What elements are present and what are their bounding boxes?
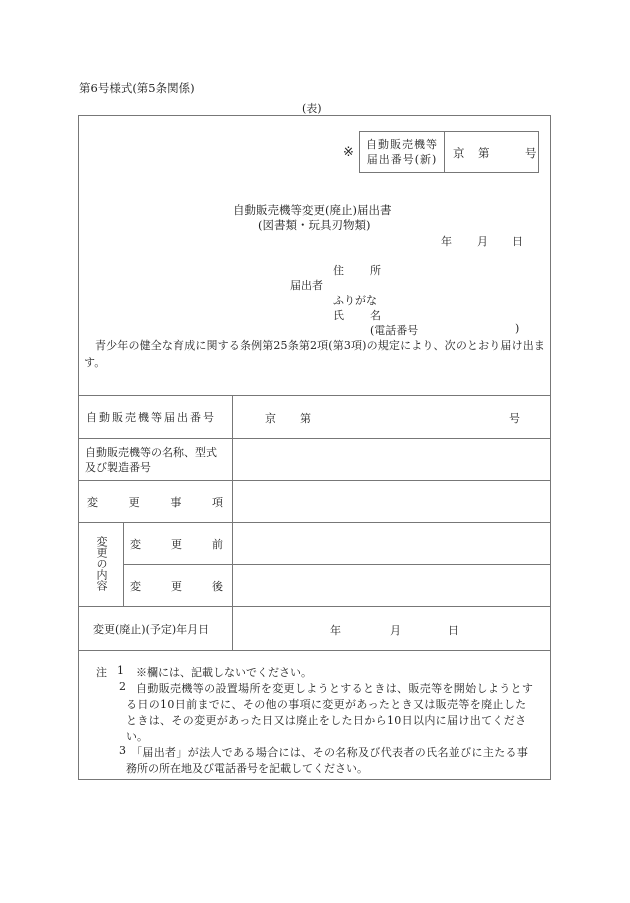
document-subtitle: (図書類・玩具刃物類): [258, 218, 371, 232]
reg-number-label: 自動販売機等届出番号: [86, 411, 216, 424]
details-table: [78, 395, 551, 651]
phone-label: (電話番号: [370, 324, 419, 337]
notes-prefix: 注: [96, 666, 107, 679]
reg-number-field[interactable]: [233, 396, 551, 439]
note-text: 自動販売機等の設置場所を変更しようとするときは、販売等を開始しようとす: [136, 682, 534, 695]
form-id: 第6号様式(第5条関係): [79, 81, 195, 95]
before-label-char: 前: [212, 537, 223, 551]
table-row: [79, 607, 551, 651]
change-item-field[interactable]: [233, 481, 551, 523]
official-number-prefix: 京: [453, 146, 465, 160]
applicant-label: 届出者: [290, 279, 323, 292]
change-date-label: 変更(廃止)(予定)年月日: [79, 607, 233, 651]
address-label-1: 住: [333, 264, 344, 277]
change-item-char: 変: [87, 495, 98, 509]
table-row: [79, 523, 551, 565]
official-number-field[interactable]: [445, 132, 538, 172]
official-number-label-line1: 自動販売機等: [366, 138, 438, 151]
table-row: [79, 439, 551, 481]
note-number: 3: [119, 744, 126, 757]
note-number: 2: [119, 680, 126, 693]
after-label-char: 変: [130, 579, 141, 593]
reg-number-label-cell: [79, 396, 233, 439]
name-model-label: 自動販売機等の名称、型式及び製造番号: [79, 439, 233, 481]
change-item-char: 事: [170, 495, 182, 509]
table-row: [79, 396, 551, 439]
official-number-box: [359, 131, 539, 173]
phone-close: ): [515, 322, 520, 335]
side-label: (表): [302, 102, 322, 115]
note-text: 務所の所在地及び電話番号を記載してください。: [126, 762, 368, 775]
notes-section: [78, 650, 551, 780]
submission-day: 日: [512, 235, 523, 248]
change-date-field[interactable]: [233, 607, 551, 651]
after-label-char: 後: [212, 579, 223, 593]
change-date-month: 月: [390, 624, 401, 637]
before-label-char: 更: [171, 537, 182, 551]
table-row: [79, 481, 551, 523]
name-model-field[interactable]: [233, 439, 551, 481]
change-date-day: 日: [448, 624, 459, 637]
change-item-label-cell: [79, 481, 233, 523]
note-text: ※欄には、記載しないでください。: [136, 666, 312, 679]
change-date-year: 年: [330, 624, 341, 637]
change-item-char: 更: [128, 495, 140, 509]
before-label-char: 変: [130, 537, 141, 551]
submission-year: 年: [441, 235, 452, 248]
table-row: [79, 565, 551, 607]
after-label-char: 更: [171, 579, 182, 593]
submission-month: 月: [477, 235, 488, 248]
official-number-go: 号: [525, 146, 537, 160]
name-label-1: 氏: [333, 309, 344, 322]
reg-number-prefix: 京: [265, 412, 276, 425]
note-text: い。: [126, 730, 148, 743]
change-content-label-cell: [79, 523, 124, 607]
after-field[interactable]: [233, 565, 551, 607]
official-number-dai: 第: [478, 146, 490, 160]
name-label-2: 名: [370, 309, 381, 322]
reg-number-go: 号: [509, 412, 520, 425]
official-use-mark: ※: [343, 145, 354, 160]
reg-number-dai: 第: [300, 412, 311, 425]
official-number-label: [360, 132, 445, 172]
official-number-label-line2: 届出番号(新): [366, 153, 438, 166]
change-item-char: 項: [211, 495, 223, 509]
note-text: ときは、その変更があった日又は廃止をした日から10日以内に届け出てくださ: [126, 714, 527, 727]
note-text: 「届出者」が法人である場合には、その名称及び代表者の氏名並びに主たる事: [131, 746, 529, 759]
document-title: 自動販売機等変更(廃止)届出書: [233, 203, 392, 217]
note-text: る日の10日前までに、その他の事項に変更があったとき又は販売等を廃止した: [126, 698, 527, 711]
furigana-label: ふりがな: [333, 294, 377, 307]
after-label-cell: [124, 565, 233, 607]
before-field[interactable]: [233, 523, 551, 565]
address-label-2: 所: [370, 264, 381, 277]
before-label-cell: [124, 523, 233, 565]
change-content-label: 変更の内容: [95, 535, 108, 591]
intro-statement: 青少年の健全な育成に関する条例第25条第2項(第3項)の規定により、次のとおり届け出ます。: [84, 339, 546, 369]
note-number: 1: [117, 664, 124, 677]
